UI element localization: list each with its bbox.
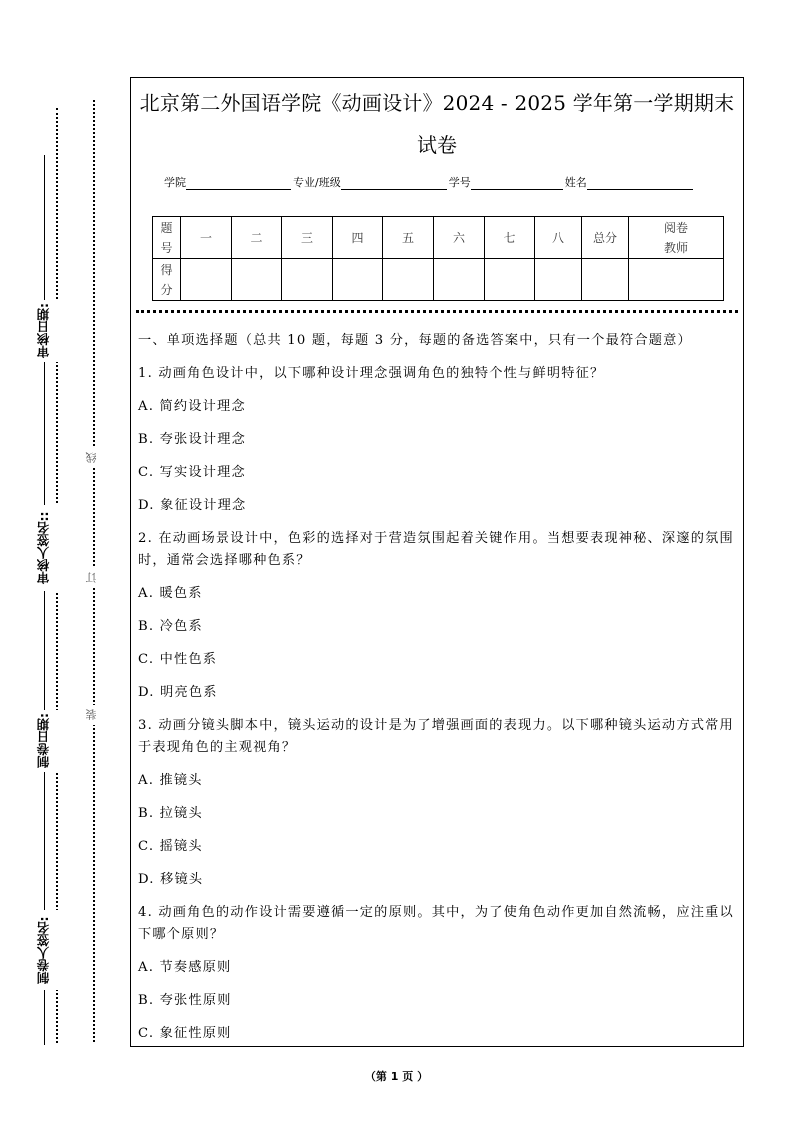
option-b: B. 夸张性原则 bbox=[138, 993, 232, 1008]
question-number-label: 题 号 bbox=[153, 217, 181, 259]
question-4 bbox=[138, 902, 739, 1056]
score-cell-8[interactable] bbox=[535, 259, 582, 301]
cut-mark-mount: 装 bbox=[84, 705, 104, 725]
score-label: 得 分 bbox=[153, 259, 181, 301]
score-table-score-row bbox=[153, 259, 724, 301]
score-cell-5[interactable] bbox=[383, 259, 434, 301]
review-date-label: 审核日期: bbox=[28, 300, 60, 362]
student-id-label: 学号 bbox=[448, 176, 471, 189]
col-4: 四 bbox=[333, 217, 383, 259]
option-d: D. 象征设计理念 bbox=[138, 498, 247, 513]
option-a: A. 节奏感原则 bbox=[138, 960, 232, 975]
option-c: C. 摇镜头 bbox=[138, 839, 203, 854]
section-heading: 一、单项选择题（总共 10 题，每题 3 分，每题的备选答案中，只有一个最符合题意） bbox=[138, 333, 692, 348]
page-number: （第 1 页 ） bbox=[364, 1070, 429, 1083]
score-table bbox=[152, 216, 724, 301]
cut-mark-line: 线 bbox=[84, 448, 104, 468]
college-field[interactable] bbox=[186, 177, 291, 190]
score-cell-grader[interactable] bbox=[629, 259, 724, 301]
question-stem: 1. 动画角色设计中，以下哪种设计理念强调角色的独特个性与鲜明特征？ bbox=[138, 366, 605, 381]
option-b: B. 夸张设计理念 bbox=[138, 432, 246, 447]
question-1 bbox=[138, 363, 739, 528]
col-7: 七 bbox=[485, 217, 535, 259]
college-label: 学院 bbox=[164, 176, 186, 189]
option-c: C. 象征性原则 bbox=[138, 1026, 232, 1041]
option-c: C. 中性色系 bbox=[138, 652, 218, 667]
cut-mark-bind: 订 bbox=[84, 568, 104, 588]
score-cell-7[interactable] bbox=[485, 259, 535, 301]
option-a: A. 简约设计理念 bbox=[138, 399, 246, 414]
option-b: B. 冷色系 bbox=[138, 619, 203, 634]
exam-subtitle: 试卷 bbox=[417, 133, 457, 157]
option-a: A. 推镜头 bbox=[138, 773, 203, 788]
col-8: 八 bbox=[535, 217, 582, 259]
exam-content bbox=[138, 330, 739, 1056]
question-stem: 4. 动画角色的动作设计需要遵循一定的原则。其中，为了使角色动作更加自然流畅，应注重以下哪个原则？ bbox=[138, 905, 734, 942]
col-3: 三 bbox=[282, 217, 333, 259]
col-1: 一 bbox=[181, 217, 232, 259]
question-stem: 2. 在动画场景设计中，色彩的选择对于营造氛围起着关键作用。当想要表现神秘、深邃的氛围时，通常会选择哪种色系？ bbox=[138, 531, 734, 568]
dotted-separator bbox=[136, 310, 738, 313]
col-grader: 阅卷 教师 bbox=[629, 217, 724, 259]
score-cell-1[interactable] bbox=[181, 259, 232, 301]
score-cell-2[interactable] bbox=[232, 259, 282, 301]
option-b: B. 拉镜头 bbox=[138, 806, 203, 821]
student-id-field[interactable] bbox=[471, 177, 563, 190]
col-2: 二 bbox=[232, 217, 282, 259]
major-class-label: 专业/班级 bbox=[293, 176, 341, 189]
score-table-header-row bbox=[153, 217, 724, 259]
score-cell-total[interactable] bbox=[582, 259, 629, 301]
option-a: A. 暖色系 bbox=[138, 586, 203, 601]
preparer-signature-label: 制卷人签名: bbox=[28, 910, 60, 990]
question-3 bbox=[138, 715, 739, 902]
major-class-field[interactable] bbox=[341, 177, 447, 190]
option-d: D. 移镜头 bbox=[138, 872, 204, 887]
name-label: 姓名 bbox=[564, 176, 587, 189]
name-field[interactable] bbox=[587, 177, 693, 190]
col-6: 六 bbox=[434, 217, 485, 259]
prep-date-label: 制卷日期: bbox=[28, 710, 60, 772]
score-cell-6[interactable] bbox=[434, 259, 485, 301]
score-cell-4[interactable] bbox=[333, 259, 383, 301]
question-2 bbox=[138, 528, 739, 715]
student-info-row bbox=[164, 174, 695, 190]
question-stem: 3. 动画分镜头脚本中，镜头运动的设计是为了增强画面的表现力。以下哪种镜头运动方式常用于表现角色的主观视角？ bbox=[138, 718, 734, 755]
col-5: 五 bbox=[383, 217, 434, 259]
option-d: D. 明亮色系 bbox=[138, 685, 218, 700]
exam-page-frame bbox=[130, 77, 744, 1047]
reviewer-signature-label: 审核人签名:: bbox=[28, 505, 60, 591]
option-c: C. 写实设计理念 bbox=[138, 465, 246, 480]
col-total: 总分 bbox=[582, 217, 629, 259]
score-cell-3[interactable] bbox=[282, 259, 333, 301]
exam-title: 北京第二外国语学院《动画设计》2024 - 2025 学年第一学期期末 bbox=[139, 91, 735, 115]
